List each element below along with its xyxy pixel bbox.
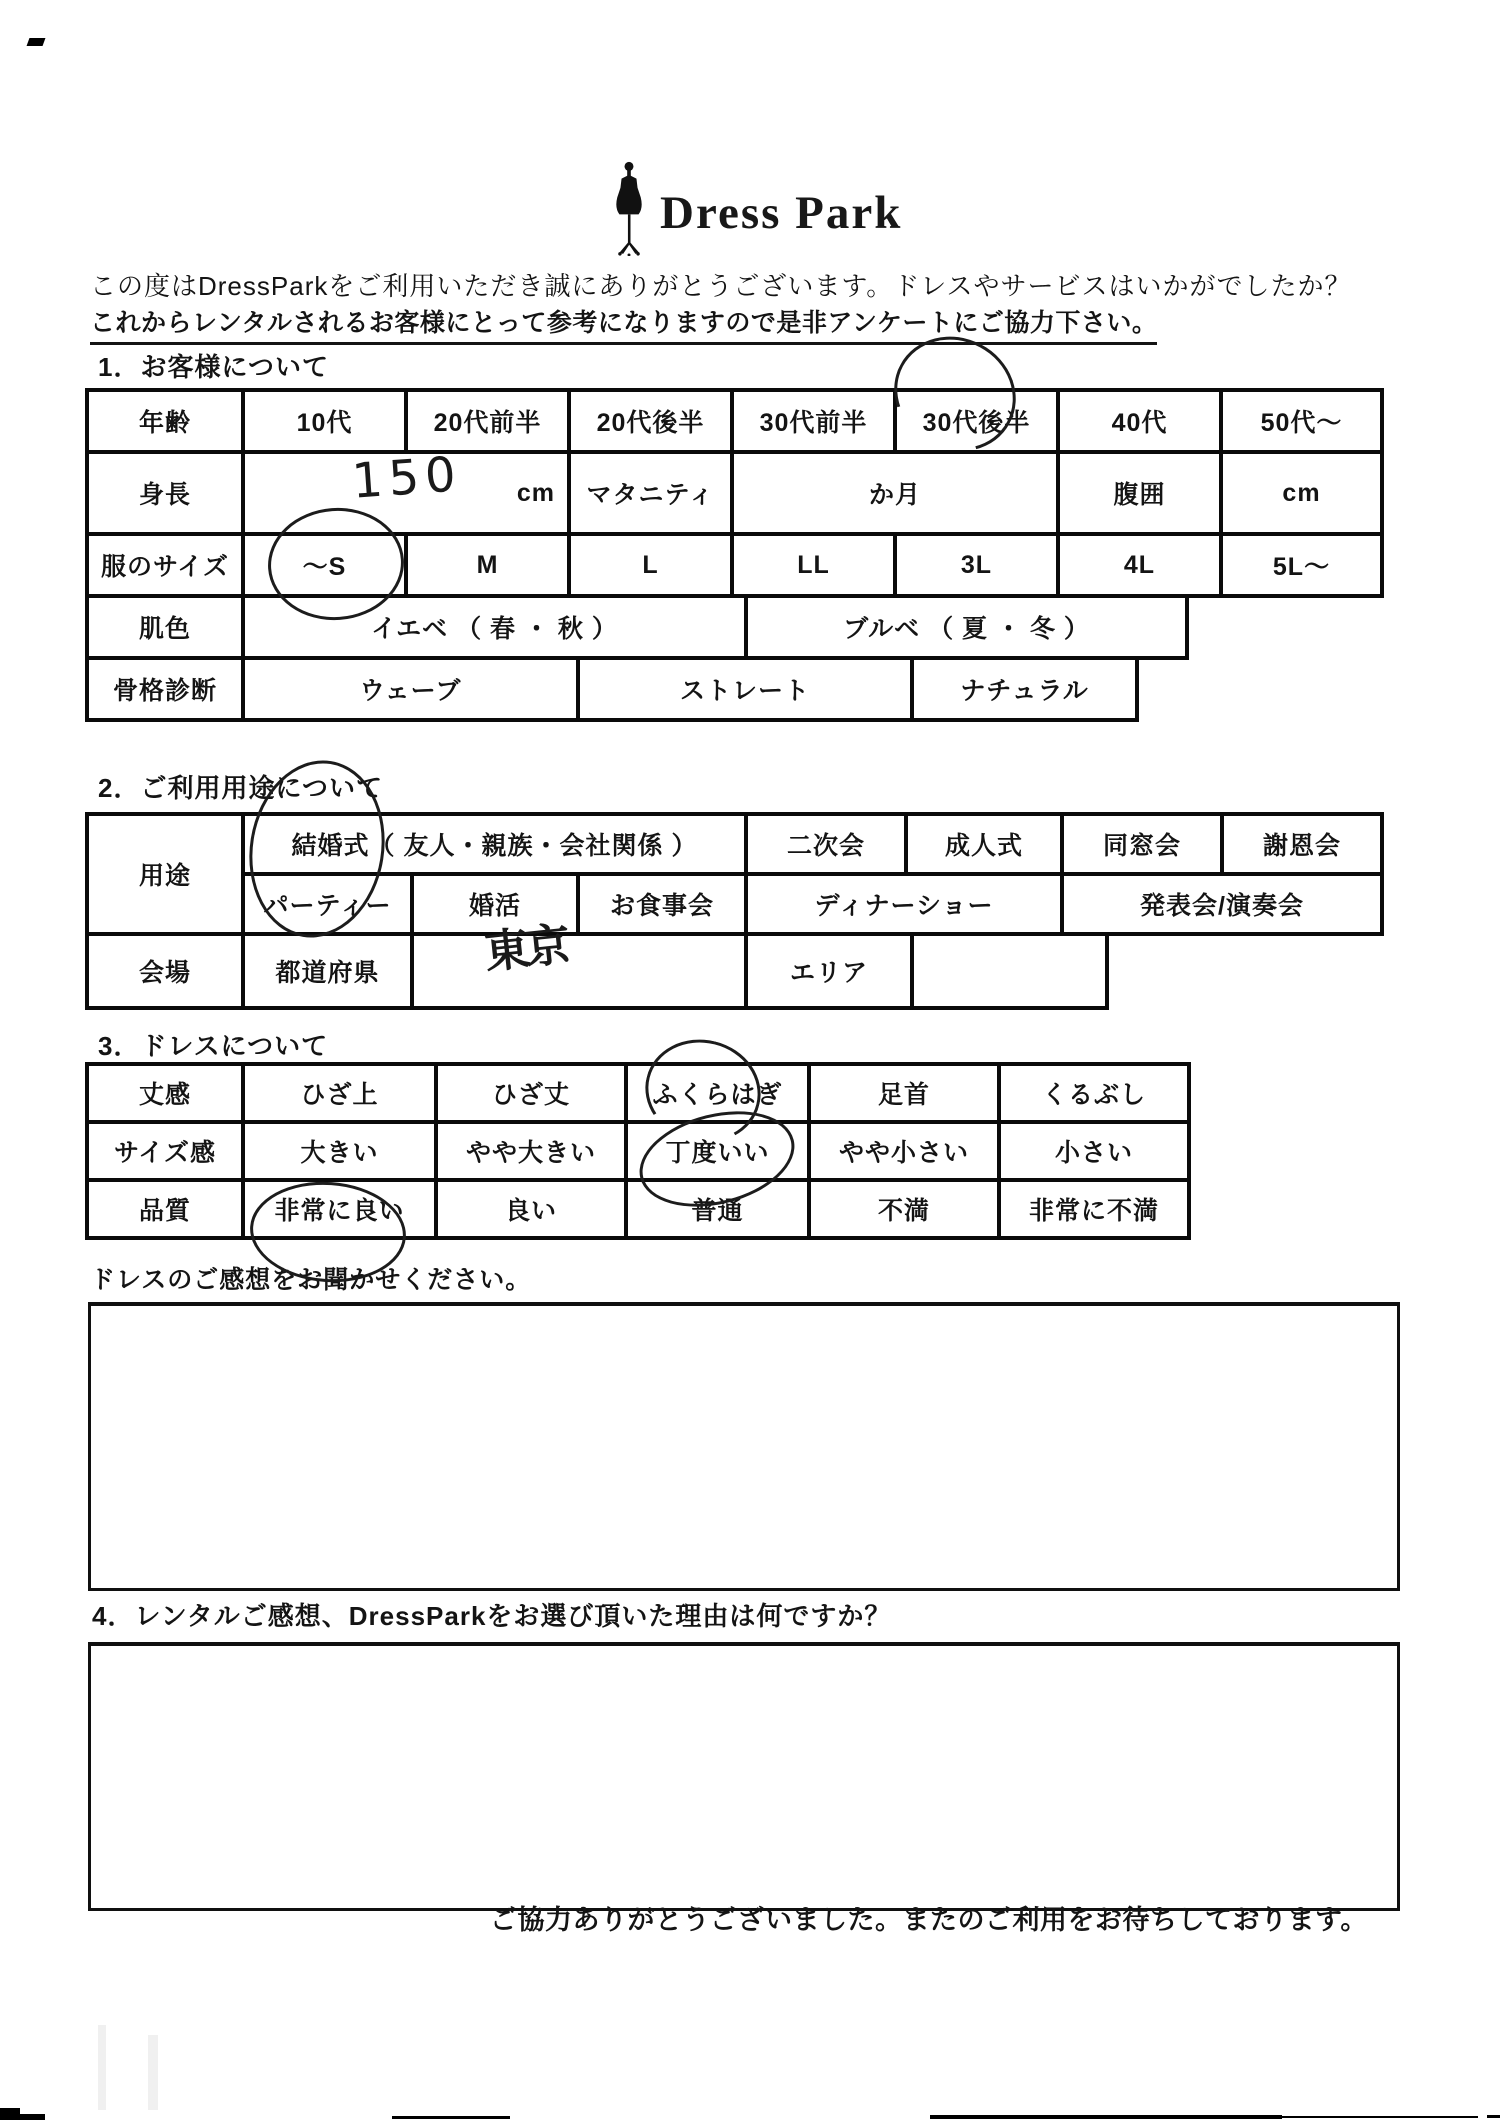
quality-option: 非常に不満 bbox=[999, 1180, 1189, 1238]
scan-artifact bbox=[1487, 2115, 1500, 2118]
size-option: M bbox=[406, 534, 569, 596]
area-value-cell bbox=[912, 934, 1107, 1008]
section2-heading: 2．ご利用用途について bbox=[98, 773, 383, 803]
rental-reason-box bbox=[88, 1642, 1400, 1911]
scan-smudge bbox=[98, 2025, 106, 2110]
quality-option: 不満 bbox=[809, 1180, 999, 1238]
quality-row-label: 品質 bbox=[87, 1180, 243, 1238]
size-row-label: 服のサイズ bbox=[87, 534, 243, 596]
purpose-option: 成人式 bbox=[906, 814, 1062, 874]
purpose-option-selected: 結婚式（ 友人・親族・会社関係 ） bbox=[243, 814, 746, 874]
fit-option-selected: 丁度いい bbox=[626, 1122, 809, 1180]
length-option: ひざ丈 bbox=[436, 1064, 626, 1122]
age-option: 50代～ bbox=[1221, 390, 1382, 452]
skin-option: ブルベ （ 夏 ・ 冬 ） bbox=[746, 596, 1187, 658]
skin-tone-table bbox=[85, 594, 1189, 660]
quality-option-selected: 非常に良い bbox=[243, 1180, 436, 1238]
purpose-option: 謝恩会 bbox=[1222, 814, 1382, 874]
length-row-label: 丈感 bbox=[87, 1064, 243, 1122]
quality-option: 普通 bbox=[626, 1180, 809, 1238]
intro-line-2: これからレンタルされるお客様にとって参考になりますので是非アンケートにご協力下さい。 bbox=[90, 303, 1157, 345]
height-value-cell bbox=[243, 452, 569, 534]
purpose-option: 発表会/演奏会 bbox=[1062, 874, 1382, 934]
size-option: 3L bbox=[895, 534, 1058, 596]
scan-artifact bbox=[930, 2115, 1282, 2119]
purpose-row-label: 用途 bbox=[87, 814, 243, 934]
closing-text: ご協力ありがとうございました。またのご利用をお待ちしております。 bbox=[490, 1905, 1368, 1935]
fit-option: 大きい bbox=[243, 1122, 436, 1180]
size-option-selected: ～S bbox=[243, 534, 406, 596]
age-option: 40代 bbox=[1058, 390, 1221, 452]
fit-row-label: サイズ感 bbox=[87, 1122, 243, 1180]
scan-artifact bbox=[0, 2114, 45, 2120]
area-label: エリア bbox=[746, 934, 912, 1008]
purpose-option: 同窓会 bbox=[1062, 814, 1222, 874]
quality-option: 良い bbox=[436, 1180, 626, 1238]
fit-option: やや小さい bbox=[809, 1122, 999, 1180]
prefecture-label: 都道府県 bbox=[243, 934, 412, 1008]
venue-row-label: 会場 bbox=[87, 934, 243, 1008]
scan-artifact bbox=[392, 2116, 510, 2119]
length-option: くるぶし bbox=[999, 1064, 1189, 1122]
scan-artifact bbox=[1282, 2116, 1478, 2118]
prefecture-value-cell bbox=[412, 934, 746, 1008]
waist-label: 腹囲 bbox=[1058, 452, 1221, 534]
scan-artifact bbox=[27, 38, 46, 46]
skin-option: イエベ （ 春 ・ 秋 ） bbox=[243, 596, 746, 658]
purpose-option: ディナーショー bbox=[746, 874, 1062, 934]
size-option: 5L～ bbox=[1221, 534, 1382, 596]
purpose-option: 二次会 bbox=[746, 814, 906, 874]
scan-smudge bbox=[148, 2035, 158, 2110]
intro-line-1: この度はDressParkをご利用いただき誠にありがとうございます。ドレスやサービスはいかがでしたか？ bbox=[90, 271, 1352, 301]
skeleton-option: ストレート bbox=[578, 658, 912, 720]
skeleton-diagnosis-table bbox=[85, 656, 1139, 722]
dress-form-icon bbox=[606, 160, 652, 256]
age-option-selected: 30代後半 bbox=[895, 390, 1058, 452]
customer-info-table bbox=[85, 388, 1384, 598]
length-option: 足首 bbox=[809, 1064, 999, 1122]
section4-heading: 4．レンタルご感想、DressParkをお選び頂いた理由は何ですか？ bbox=[92, 1601, 892, 1631]
skin-row-label: 肌色 bbox=[87, 596, 243, 658]
handwritten-prefecture-value: 東京 bbox=[481, 917, 569, 980]
height-unit: cm bbox=[516, 478, 555, 507]
fit-option: 小さい bbox=[999, 1122, 1189, 1180]
waist-unit-cell: cm bbox=[1221, 452, 1382, 534]
skeleton-option: ウェーブ bbox=[243, 658, 578, 720]
purpose-option: パーティー bbox=[243, 874, 412, 934]
maternity-label: マタニティ bbox=[569, 452, 732, 534]
dress-feedback-prompt: ドレスのご感想をお聞かせください。 bbox=[90, 1266, 532, 1294]
fit-option: やや大きい bbox=[436, 1122, 626, 1180]
section3-heading: 3．ドレスについて bbox=[98, 1031, 329, 1061]
size-option: 4L bbox=[1058, 534, 1221, 596]
length-option: ひざ上 bbox=[243, 1064, 436, 1122]
age-row-label: 年齢 bbox=[87, 390, 243, 452]
age-option: 30代前半 bbox=[732, 390, 895, 452]
skeleton-option: ナチュラル bbox=[912, 658, 1137, 720]
height-row-label: 身長 bbox=[87, 452, 243, 534]
skeleton-row-label: 骨格診断 bbox=[87, 658, 243, 720]
maternity-months-cell: か月 bbox=[732, 452, 1058, 534]
brand-logo bbox=[606, 160, 902, 256]
section1-heading: 1．お客様について bbox=[98, 352, 329, 382]
venue-table bbox=[85, 932, 1109, 1010]
dress-rating-table bbox=[85, 1062, 1191, 1240]
age-option: 10代 bbox=[243, 390, 406, 452]
size-option: L bbox=[569, 534, 732, 596]
length-option-selected: ふくらはぎ bbox=[626, 1064, 809, 1122]
dress-feedback-box bbox=[88, 1302, 1400, 1591]
size-option: LL bbox=[732, 534, 895, 596]
purpose-option: 婚活 bbox=[412, 874, 578, 934]
age-option: 20代後半 bbox=[569, 390, 732, 452]
purpose-table bbox=[85, 812, 1384, 936]
brand-name: Dress Park bbox=[660, 187, 903, 239]
handwritten-height-value: 150 bbox=[350, 446, 464, 510]
purpose-option: お食事会 bbox=[578, 874, 746, 934]
age-option: 20代前半 bbox=[406, 390, 569, 452]
